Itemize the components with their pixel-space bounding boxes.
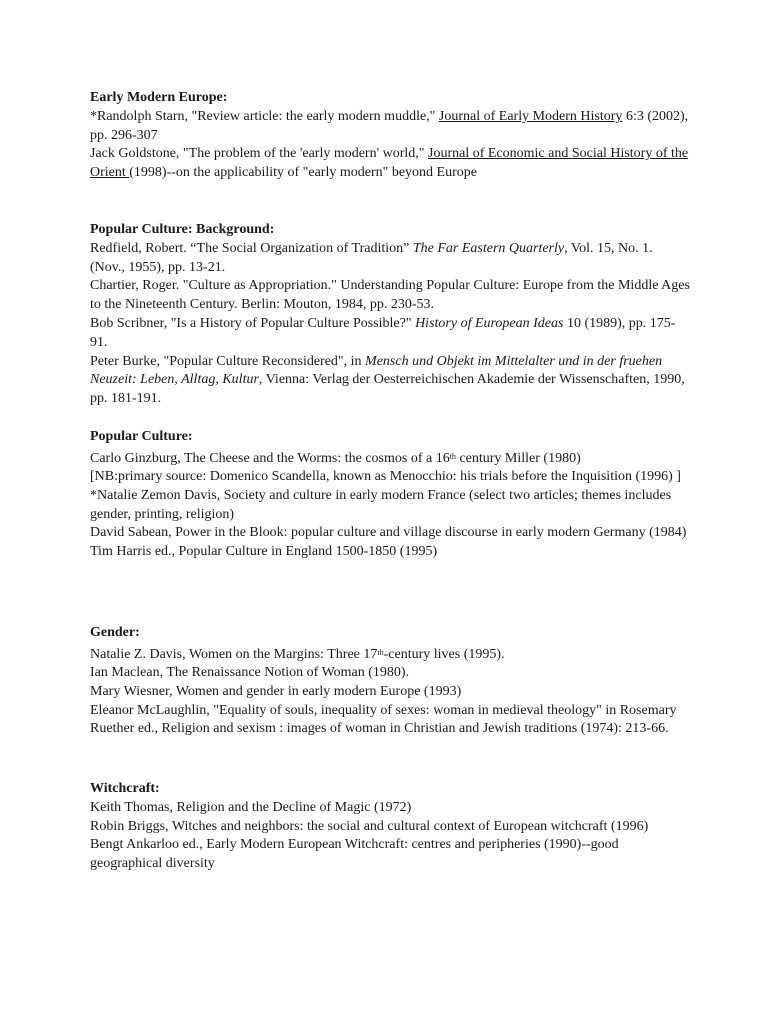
entry-text: Chartier, Roger. "Culture as Appropriation." Understanding Popular Culture: Europe from the Middle Ages to the Nineteenth Century. Berlin: Mouton, 1984, pp. 230-53. [90, 278, 690, 313]
bibliography-entry [90, 645, 690, 664]
section-witchcraft [90, 780, 690, 874]
bibliography-entry [90, 818, 690, 837]
bibliography-entry [90, 108, 690, 146]
entry-text: Eleanor McLaughlin, "Equality of souls, inequality of sexes: woman in medieval theology" in Rosemary Ruether ed., Religion and sexism : images of woman in Christian and Jewish traditions (1974): 213-66. [90, 702, 677, 737]
section-gender [90, 624, 690, 739]
bibliography-entry [90, 524, 690, 543]
section-popular-culture-background [90, 221, 690, 409]
book-title-italic: Mensch und Objekt im Mittelalter und in der fruehen Neuzeit: Leben, Alltag, Kultur [90, 353, 663, 388]
bibliography-entry [90, 240, 690, 278]
bibliography-entry [90, 683, 690, 702]
entry-text: Keith Thomas, Religion and the Decline of Magic (1972) [90, 799, 412, 815]
section-early-modern-europe [90, 89, 690, 183]
ordinal-superscript: th [449, 451, 456, 461]
entry-text: 10 (1989), pp. 175-91. [90, 315, 676, 350]
bibliography-entry [90, 543, 690, 562]
entry-text: Jack Goldstone, "The problem of the 'early modern' world," [90, 146, 428, 162]
entry-text: -century lives (1995). [383, 646, 505, 662]
bibliography-entry [90, 315, 690, 353]
bibliography-entry [90, 664, 690, 683]
section-popular-culture [90, 428, 690, 562]
entry-text: Mary Wiesner, Women and gender in early modern Europe (1993) [90, 683, 462, 699]
entry-text: Natalie Z. Davis, Women on the Margins: Three 17 [90, 646, 378, 662]
bibliography-entry [90, 468, 690, 487]
journal-title-underlined: Journal of Economic and Social History of the Orient [90, 146, 689, 181]
entry-text: Tim Harris ed., Popular Culture in England 1500-1850 (1995) [90, 544, 438, 560]
entry-text: Peter Burke, "Popular Culture Reconsidered", in [90, 353, 366, 369]
ordinal-superscript: th [377, 647, 384, 657]
section-heading: Early Modern Europe: [90, 90, 228, 105]
entry-text: *Randolph Starn, "Review article: the early modern muddle," [90, 108, 439, 124]
entry-text: Bob Scribner, "Is a History of Popular Culture Possible?" [90, 315, 416, 331]
entry-text: century Miller (1980) [455, 450, 581, 466]
entry-text: 6:3 (2002), pp. 296-307 [90, 108, 689, 143]
section-heading: Popular Culture: Background: [90, 222, 275, 237]
bibliography-entry [90, 487, 690, 525]
entry-text: Carlo Ginzburg, The Cheese and the Worms: the cosmos of a 16 [90, 450, 450, 466]
entry-text: Redfield, Robert. “The Social Organization of Tradition” [90, 240, 413, 256]
journal-title-underlined: Journal of Early Modern History [438, 108, 623, 124]
entry-text: David Sabean, Power in the Blook: popular culture and village discourse in early modern Germany (1984) [90, 525, 687, 541]
bibliography-entry [90, 449, 690, 468]
entry-text: *Natalie Zemon Davis, Society and culture in early modern France (select two articles; themes includes gender, printing, religion) [90, 487, 672, 522]
section-heading: Popular Culture: [90, 429, 193, 444]
journal-title-italic: History of European Ideas [415, 315, 564, 331]
entry-text: Ian Maclean, The Renaissance Notion of Woman (1980). [90, 665, 410, 681]
bibliography-entry [90, 277, 690, 315]
section-heading: Witchcraft: [90, 781, 160, 796]
entry-text: [NB:primary source: Domenico Scandella, known as Menocchio: his trials before the Inquisition (1996) ] [90, 469, 681, 485]
bibliography-entry [90, 353, 690, 409]
journal-title-italic: The Far Eastern Quarterly [412, 240, 565, 256]
bibliography-entry [90, 702, 690, 740]
entry-text: , Vienna: Verlag der Oesterreichischen Akademie der Wissenschaften, 1990, pp. 181-191. [90, 372, 685, 407]
bibliography-entry [90, 145, 690, 183]
section-heading: Gender: [90, 625, 140, 640]
bibliography-entry [90, 836, 690, 874]
entry-text: , Vol. 15, No. 1. (Nov., 1955), pp. 13-21. [90, 240, 653, 275]
entry-text: Robin Briggs, Witches and neighbors: the social and cultural context of European witchcraft (1996) [90, 818, 649, 834]
entry-text: Bengt Ankarloo ed., Early Modern European Witchcraft: centres and peripheries (1990)--good geographical diversity [90, 837, 619, 872]
bibliography-entry [90, 799, 690, 818]
entry-text: (1998)--on the applicability of "early modern" beyond Europe [129, 165, 477, 181]
